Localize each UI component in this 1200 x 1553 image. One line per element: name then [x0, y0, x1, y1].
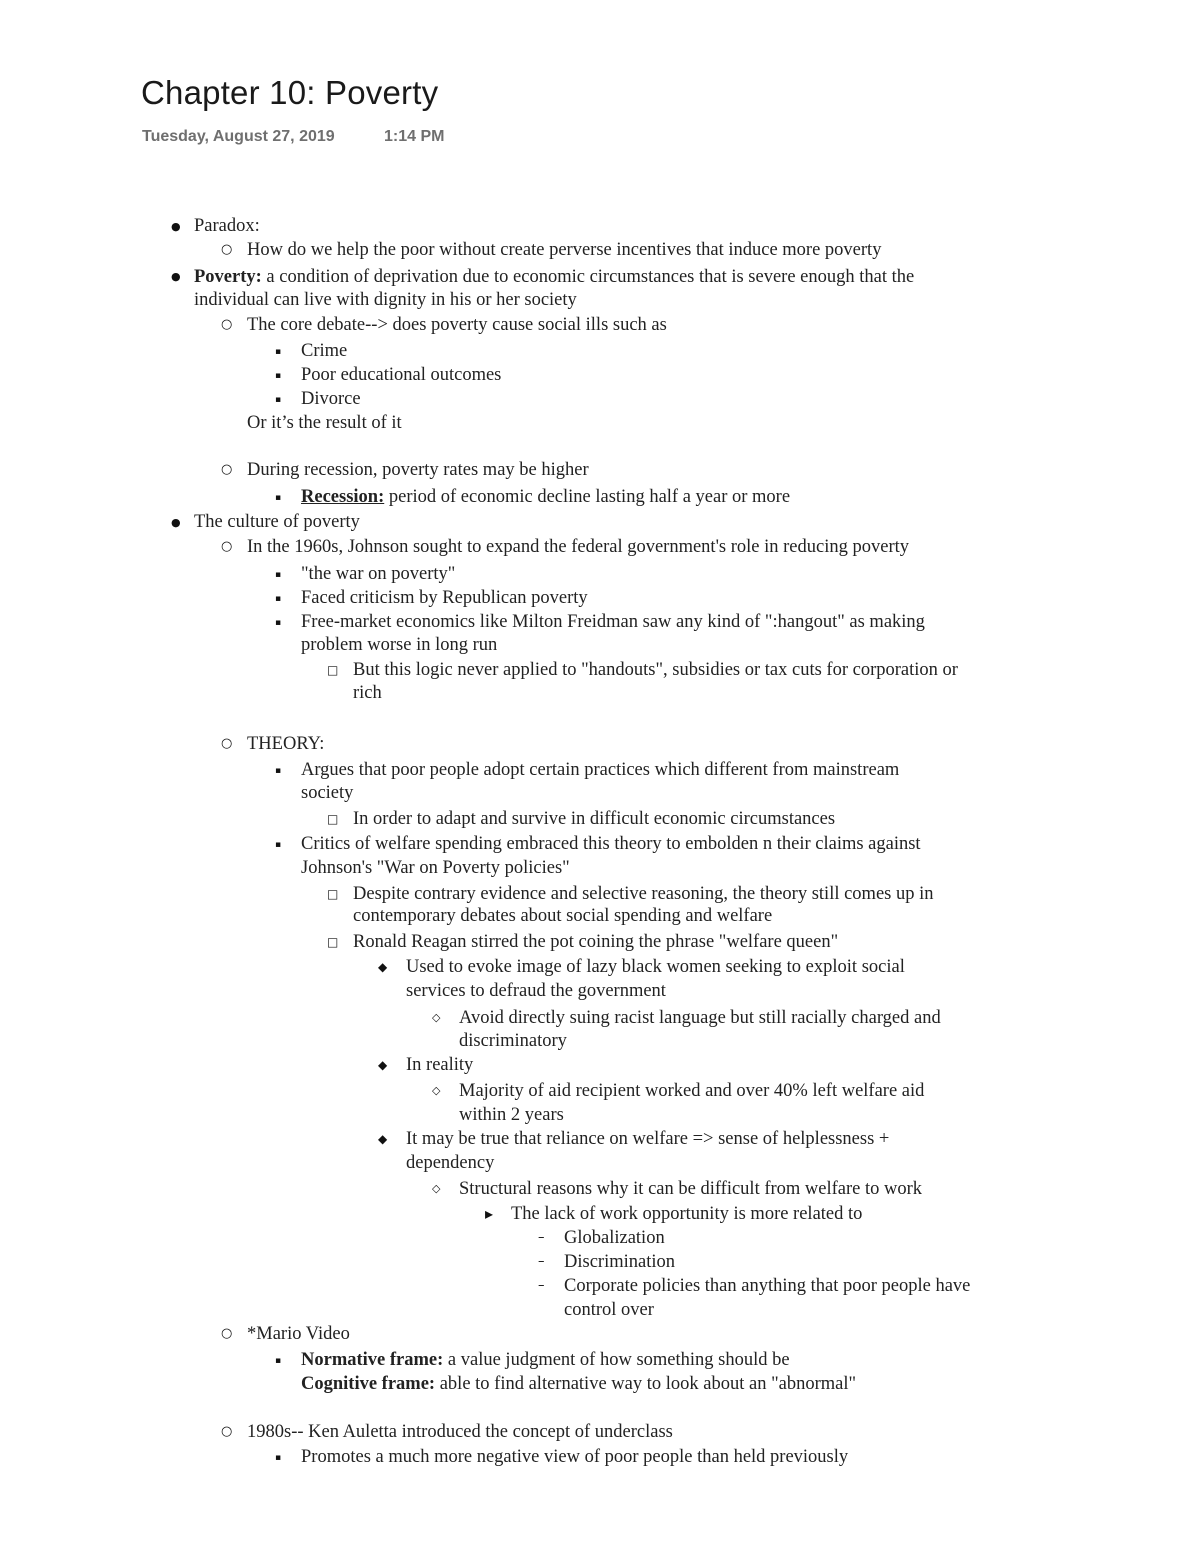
- bullet-level2-icon: ○: [221, 736, 233, 751]
- note-line: Divorce: [301, 389, 361, 409]
- note-line: Argues that poor people adopt certain practices which different from mainstream: [301, 760, 900, 780]
- note-line: But this logic never applied to "handouts", subsidies or tax cuts for corporation or: [353, 660, 958, 680]
- bullet-level5-icon: ◆: [378, 1058, 388, 1072]
- note-date: Tuesday, August 27, 2019: [142, 128, 335, 145]
- bullet-level4-icon: □: [327, 887, 339, 901]
- term-recession: Recession:: [301, 487, 385, 507]
- bullet-level7-icon: ▸: [485, 1204, 494, 1223]
- note-line: Recession: period of economic decline lasting half a year or more: [301, 487, 791, 507]
- note-line: society: [301, 783, 354, 803]
- bullet-level2-icon: ○: [221, 1424, 233, 1439]
- bullet-level2-icon: ○: [221, 242, 233, 257]
- note-line: Majority of aid recipient worked and over 40% left welfare aid: [459, 1081, 925, 1101]
- bullet-level8-icon: –: [538, 1254, 545, 1269]
- note-line: THEORY:: [247, 734, 325, 754]
- note-line: Poverty: a condition of deprivation due to economic circumstances that is severe enough that the: [194, 267, 915, 287]
- note-line: The lack of work opportunity is more related to: [511, 1204, 863, 1224]
- bullet-level5-icon: ◆: [378, 960, 388, 974]
- note-line: contemporary debates about social spending and welfare: [353, 906, 773, 926]
- bullet-level3-icon: ▪: [275, 347, 282, 357]
- note-line: It may be true that reliance on welfare => sense of helplessness +: [406, 1129, 890, 1149]
- bullet-level8-icon: –: [538, 1230, 545, 1245]
- note-line: Free-market economics like Milton Freidman saw any kind of ":hangout" as making: [301, 612, 925, 632]
- note-line: Paradox:: [194, 216, 260, 236]
- note-line: 1980s-- Ken Auletta introduced the concept of underclass: [247, 1422, 673, 1442]
- note-line: within 2 years: [459, 1105, 564, 1125]
- note-line: *Mario Video: [247, 1324, 350, 1344]
- bullet-level2-icon: ○: [221, 462, 233, 477]
- note-line: Avoid directly suing racist language but still racially charged and: [459, 1008, 941, 1028]
- note-line: In order to adapt and survive in difficult economic circumstances: [353, 809, 836, 829]
- bullet-level3-icon: ▪: [275, 618, 282, 628]
- note-line: Faced criticism by Republican poverty: [301, 588, 588, 608]
- bullet-level3-icon: ▪: [275, 570, 282, 580]
- bullet-level3-icon: ▪: [275, 594, 282, 604]
- note-line: How do we help the poor without create perverse incentives that induce more poverty: [247, 240, 882, 260]
- note-time: 1:14 PM: [384, 128, 445, 145]
- note-line: Promotes a much more negative view of poor people than held previously: [301, 1447, 849, 1467]
- bullet-level3-icon: ▪: [275, 840, 282, 850]
- bullet-level1-icon: ●: [171, 270, 181, 283]
- note-line: Corporate policies than anything that poor people have: [564, 1276, 971, 1296]
- bullet-level2-icon: ○: [221, 539, 233, 554]
- note-line: The core debate--> does poverty cause social ills such as: [247, 315, 667, 335]
- note-line: discriminatory: [459, 1031, 567, 1051]
- note-line: Discrimination: [564, 1252, 675, 1272]
- note-line: "the war on poverty": [301, 564, 456, 584]
- bullet-level4-icon: □: [327, 935, 339, 949]
- bullet-level1-icon: ●: [171, 220, 181, 233]
- note-line: Ronald Reagan stirred the pot coining the phrase "welfare queen": [353, 932, 839, 952]
- bullet-level3-icon: ▪: [275, 493, 282, 503]
- note-line: Despite contrary evidence and selective reasoning, the theory still comes up in: [353, 884, 934, 904]
- bullet-level3-icon: ▪: [275, 1356, 282, 1366]
- note-line: Globalization: [564, 1228, 665, 1248]
- term-poverty: Poverty:: [194, 267, 262, 287]
- note-line: Used to evoke image of lazy black women seeking to exploit social: [406, 957, 905, 977]
- bullet-level4-icon: □: [327, 812, 339, 826]
- note-line: Poor educational outcomes: [301, 365, 502, 385]
- bullet-level5-icon: ◆: [378, 1132, 388, 1146]
- note-line: Johnson's "War on Poverty policies": [301, 858, 570, 878]
- bullet-level4-icon: □: [327, 663, 339, 677]
- note-line: Cognitive frame: able to find alternative way to look about an "abnormal": [301, 1374, 857, 1394]
- term-normative-frame: Normative frame:: [301, 1350, 444, 1370]
- note-line: In the 1960s, Johnson sought to expand the federal government's role in reducing poverty: [247, 537, 909, 557]
- note-line: The culture of poverty: [194, 512, 360, 532]
- bullet-level8-icon: –: [538, 1278, 545, 1293]
- page-title: Chapter 10: Poverty: [141, 74, 439, 111]
- term-cognitive-frame: Cognitive frame:: [301, 1374, 436, 1394]
- bullet-level3-icon: ▪: [275, 395, 282, 405]
- note-line: Or it’s the result of it: [247, 413, 402, 433]
- note-line: services to defraud the government: [406, 981, 666, 1001]
- bullet-level3-icon: ▪: [275, 766, 282, 776]
- bullet-level6-icon: ◇: [432, 1011, 441, 1024]
- note-line: Structural reasons why it can be difficult from welfare to work: [459, 1179, 923, 1199]
- note-line: problem worse in long run: [301, 635, 498, 655]
- note-line: individual can live with dignity in his or her society: [194, 290, 577, 310]
- bullet-level2-icon: ○: [221, 1326, 233, 1341]
- note-line: Crime: [301, 341, 348, 361]
- note-line: rich: [353, 683, 382, 703]
- bullet-level6-icon: ◇: [432, 1084, 441, 1097]
- bullet-level3-icon: ▪: [275, 1453, 282, 1463]
- bullet-level3-icon: ▪: [275, 371, 282, 381]
- bullet-level1-icon: ●: [171, 516, 181, 529]
- note-line: Normative frame: a value judgment of how something should be: [301, 1350, 790, 1370]
- note-line: In reality: [406, 1055, 474, 1075]
- note-line: dependency: [406, 1153, 495, 1173]
- note-line: control over: [564, 1300, 654, 1320]
- note-line: During recession, poverty rates may be higher: [247, 460, 589, 480]
- bullet-level2-icon: ○: [221, 317, 233, 332]
- bullet-level6-icon: ◇: [432, 1182, 441, 1195]
- note-line: Critics of welfare spending embraced this theory to embolden n their claims against: [301, 834, 921, 854]
